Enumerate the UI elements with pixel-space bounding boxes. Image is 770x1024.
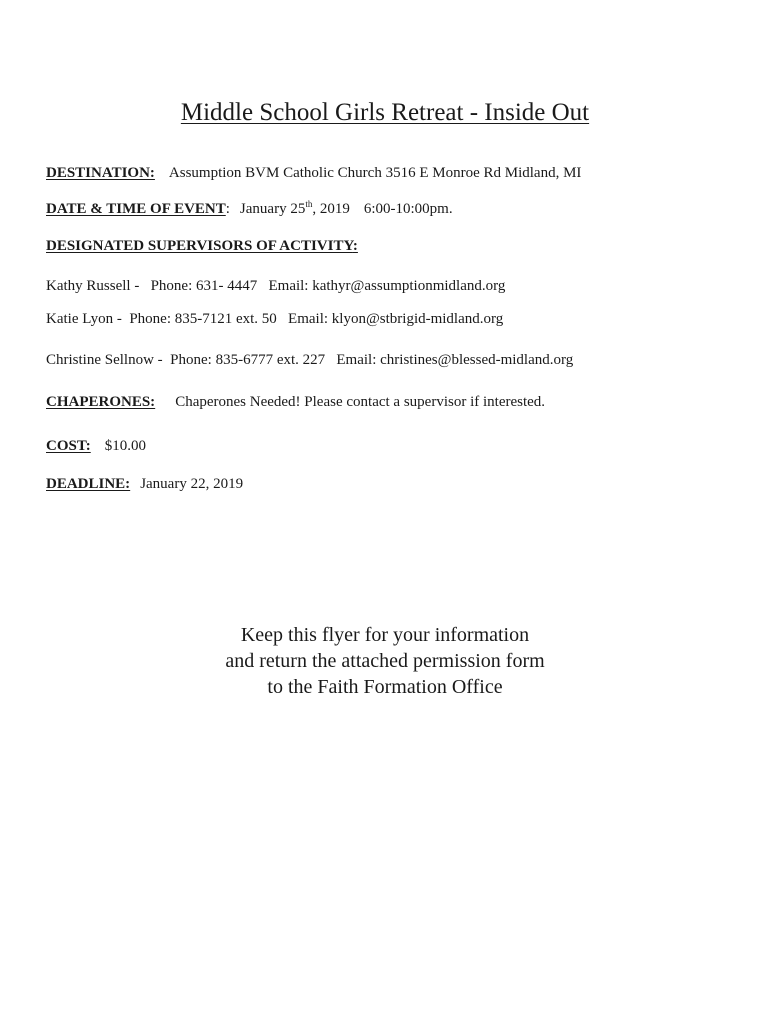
chaperones-value: Chaperones Needed! Please contact a supervisor if interested. (175, 394, 546, 410)
chaperones-label: CHAPERONES: (46, 394, 156, 410)
supervisor-katie-lyon: Katie Lyon - Phone: 835-7121 ext. 50 Email: klyon@stbrigid-midland.org (46, 311, 504, 327)
cost-label: COST: (46, 438, 91, 454)
date-time-line (46, 201, 453, 218)
event-time: 6:00-10:00pm. (363, 201, 453, 217)
event-date-prefix: January 25 (239, 201, 306, 217)
supervisors-heading (46, 238, 358, 255)
destination-value: Assumption BVM Catholic Church 3516 E Monroe Rd Midland, MI (168, 165, 582, 181)
destination-line (46, 165, 581, 182)
closing-line-3: to the Faith Formation Office (267, 676, 503, 698)
deadline-line (46, 476, 243, 493)
supervisors-label: DESIGNATED SUPERVISORS OF ACTIVITY (46, 238, 353, 254)
closing-line-2: and return the attached permission form (225, 650, 545, 672)
closing-note (0, 622, 770, 700)
deadline-value: January 22, 2019 (140, 476, 244, 492)
event-date-year: , 2019 (312, 201, 350, 217)
supervisor-kathy-russell: Kathy Russell - Phone: 631- 4447 Email: kathyr@assumptionmidland.org (46, 278, 506, 294)
date-time-label: DATE & TIME OF EVENT (46, 201, 226, 217)
date-time-colon: : (225, 201, 230, 217)
cost-value: $10.00 (104, 438, 146, 454)
chaperones-line (46, 394, 545, 411)
destination-label: DESTINATION: (46, 165, 155, 181)
deadline-label: DEADLINE: (46, 476, 131, 492)
closing-line-1: Keep this flyer for your information (240, 624, 530, 646)
page-title: Middle School Girls Retreat - Inside Out (180, 99, 590, 126)
cost-line (46, 438, 146, 455)
supervisor-christine-sellnow: Christine Sellnow - Phone: 835-6777 ext. 227 Email: christines@blessed-midland.org (46, 352, 574, 368)
supervisors-colon: : (352, 238, 358, 254)
event-date-suffix-sup: th (305, 199, 313, 209)
